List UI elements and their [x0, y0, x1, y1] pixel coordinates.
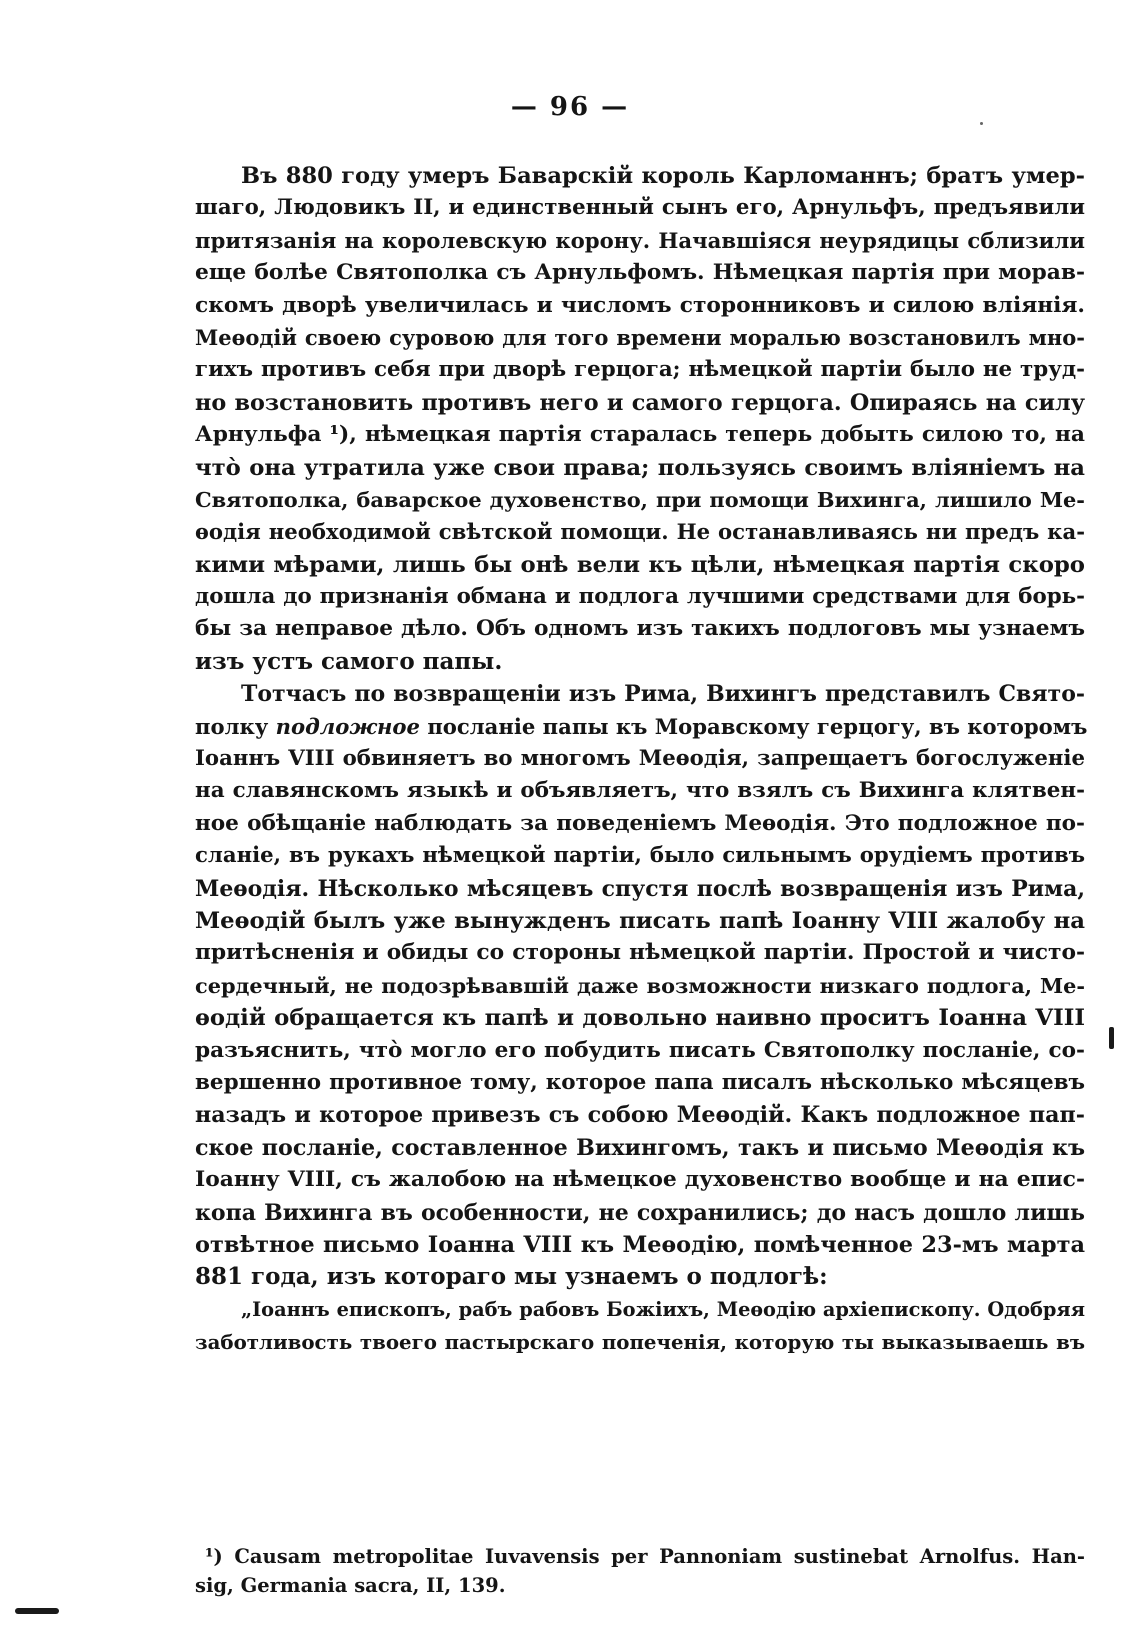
text-line: Въ 880 году умеръ Баварскій король Карломаннъ; братъ умер- — [241, 163, 1085, 189]
footnote-line: ¹) Causam metropolitae Iuvavensis per Pannoniam sustinebat Arnolfus. Han- — [205, 1545, 1085, 1568]
margin-mark — [1109, 1027, 1114, 1049]
text-line: разъяснить, чтò могло его побудить писать Святополку посланіе, со- — [195, 1037, 1085, 1063]
footnote-line: sig, Germania sacra, II, 139. — [195, 1574, 506, 1597]
text-line: Меѳодій былъ уже вынужденъ писать папѣ Іоанну VIII жалобу на — [195, 907, 1085, 934]
text-line: Святополка, баварское духовенство, при помощи Вихинга, лишило Ме- — [195, 486, 1085, 512]
text-line: сланіе, въ рукахъ нѣмецкой партіи, было сильнымъ орудіемъ противъ — [195, 843, 1085, 869]
text-line: ное обѣщаніе наблюдать за поведеніемъ Меѳодія. Это подложное по- — [195, 810, 1085, 836]
text-line: шаго, Людовикъ II, и единственный сынъ его, Арнульфъ, предъявили — [195, 195, 1085, 221]
text-line: ѳодія необходимой свѣтской помощи. Не останавливаясь ни предъ ка- — [195, 519, 1085, 545]
text-line: Іоанну VIII, съ жалобою на нѣмецкое духовенство вообще и на епис- — [195, 1167, 1085, 1193]
text-line: притѣсненія и обиды со стороны нѣмецкой партіи. Простой и чисто- — [195, 940, 1085, 966]
text-line: 881 года, изъ котораго мы узнаемъ о подлогѣ: — [195, 1263, 828, 1291]
text-line: скомъ дворѣ увеличилась и числомъ сторонниковъ и силою вліянія. — [195, 292, 1085, 318]
quote-line: заботливость твоего пастырскаго попеченія, которую ты выказываешь въ — [195, 1330, 1085, 1355]
page-number: — 96 — — [510, 92, 630, 122]
footnote — [195, 1542, 1085, 1600]
italic-phrase: подложное — [275, 713, 420, 739]
text-line: назадъ и которое привезъ съ собою Меѳодій. Какъ подложное пап- — [195, 1102, 1085, 1129]
text-line: дошла до признанія обмана и подлога лучшими средствами для борь- — [195, 584, 1085, 610]
text-line: Арнульфа ¹), нѣмецкая партія старалась теперь добыть силою то, на — [195, 422, 1085, 448]
text-line: чтò она утратила уже свои права; пользуясь своимъ вліяніемъ на — [195, 454, 1085, 481]
text-line: на славянскомъ языкѣ и объявляетъ, что взялъ съ Вихинга клятвен- — [195, 778, 1085, 804]
text-line: отвѣтное письмо Іоанна VIII къ Меѳодію, помѣченное 23-мъ марта — [195, 1231, 1085, 1258]
text-line: копа Вихинга въ особенности, не сохранились; до насъ дошло лишь — [195, 1199, 1085, 1226]
text-line: Меѳодія. Нѣсколько мѣсяцевъ спустя послѣ возвращенія изъ Рима, — [195, 875, 1085, 902]
text-line: сердечный, не подозрѣвавшій даже возможности низкаго подлога, Ме- — [195, 972, 1085, 998]
text-line: ское посланіе, составленное Вихингомъ, такъ и письмо Меѳодія къ — [195, 1134, 1085, 1161]
margin-mark — [15, 1608, 59, 1614]
text-line: вершенно противное тому, которое папа писалъ нѣсколько мѣсяцевъ — [195, 1069, 1085, 1095]
text-line: гихъ противъ себя при дворѣ герцога; нѣмецкой партіи было не труд- — [195, 357, 1085, 383]
text-line: Іоаннъ VIII обвиняетъ во многомъ Меѳодія, запрещаетъ богослуженіе — [195, 746, 1085, 772]
quote-line: „Іоаннъ епископъ, рабъ рабовъ Божіихъ, Меѳодію архіепископу. Одобряя — [241, 1297, 1085, 1321]
text-line: еще болѣе Святополка съ Арнульфомъ. Нѣмецкая партія при морав- — [195, 260, 1085, 286]
text-line: кими мѣрами, лишь бы онѣ вели къ цѣли, нѣмецкая партія скоро — [195, 551, 1085, 578]
text-line: ѳодій обращается къ папѣ и довольно наивно проситъ Іоанна VIII — [195, 1005, 1085, 1032]
text-line: Тотчасъ по возвращеніи изъ Рима, Вихингъ представилъ Свято- — [241, 681, 1085, 708]
text-line: но возстановить противъ него и самого герцога. Опираясь на силу — [195, 389, 1085, 416]
text-line-with-italic: полку подложное посланіе папы къ Моравскому герцогу, въ которомъ — [195, 713, 1088, 739]
text-line: изъ устъ самого папы. — [195, 647, 503, 675]
text-line: Меѳодій своею суровою для того времени моралью возстановилъ мно- — [195, 324, 1085, 350]
scan-speck — [980, 122, 983, 125]
text-line: бы за неправое дѣло. Объ одномъ изъ такихъ подлоговъ мы узнаемъ — [195, 616, 1085, 642]
main-text — [195, 160, 1088, 1358]
text-line: притязанія на королевскую корону. Начавшіяся неурядицы сблизили — [195, 227, 1085, 253]
